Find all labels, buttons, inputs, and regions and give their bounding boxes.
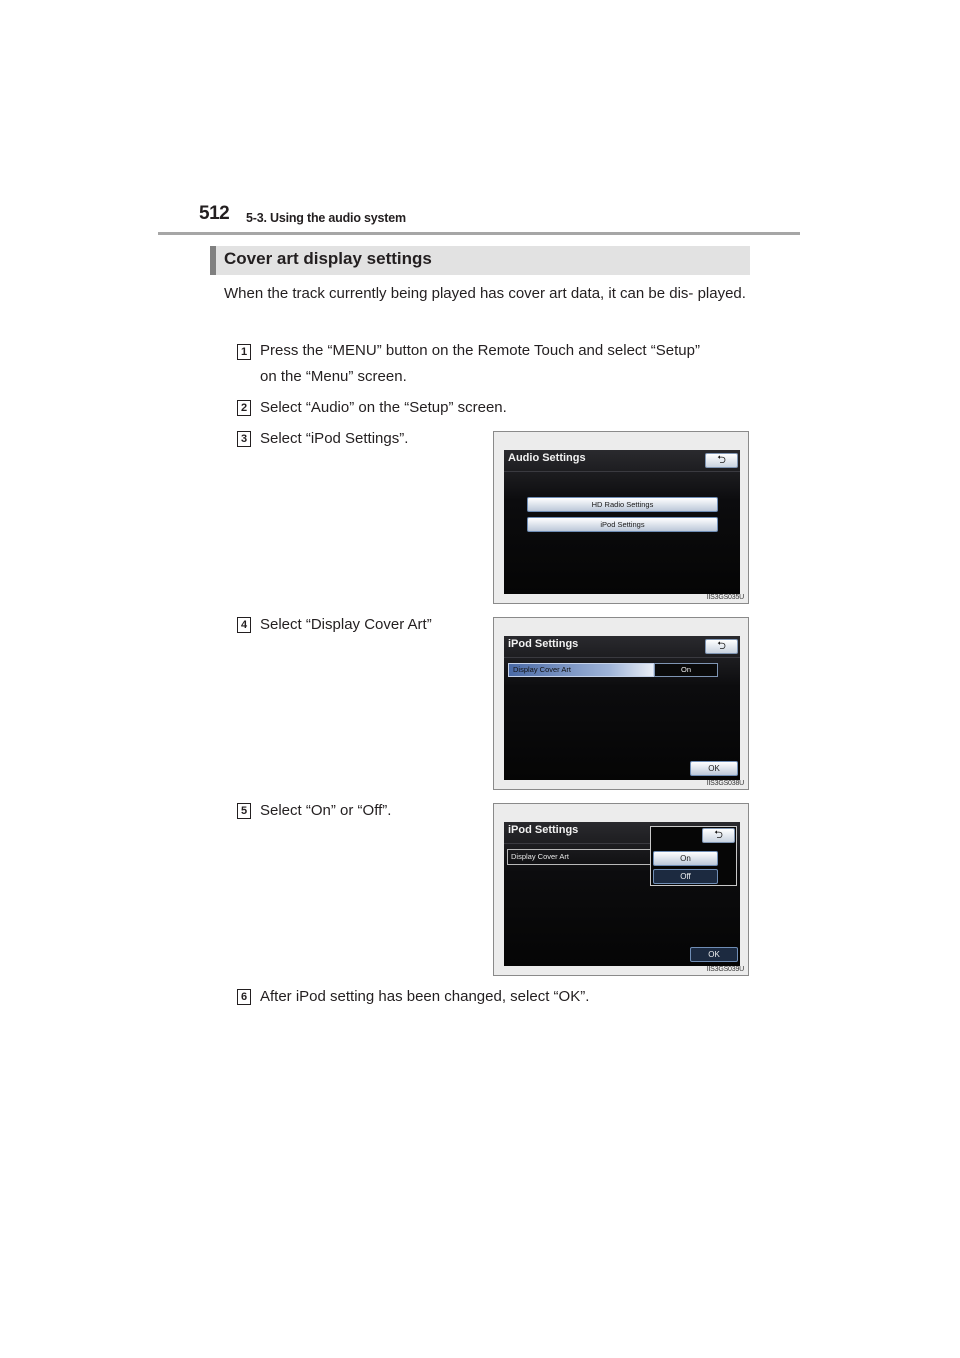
header-rule (158, 232, 800, 235)
step-number-5: 5 (237, 803, 251, 819)
on-off-popup (650, 826, 737, 886)
screen-title: iPod Settings (508, 638, 579, 650)
step-text-4: Select “Display Cover Art” (260, 616, 432, 633)
back-arrow-icon: ⮌ (717, 640, 726, 652)
back-button[interactable] (705, 639, 738, 654)
display-cover-art-value: On (654, 663, 718, 677)
step-text-1-line-2: on the “Menu” screen. (260, 368, 407, 385)
ipod-settings-screenshot-1 (493, 617, 749, 790)
on-option-button[interactable]: On (653, 851, 718, 866)
step-number-4: 4 (237, 617, 251, 633)
title-divider (504, 657, 740, 658)
step-number-3: 3 (237, 431, 251, 447)
ipod-settings-screen-options (504, 822, 740, 966)
intro-paragraph: When the track currently being played has cover art data, it can be dis- played. (224, 285, 746, 302)
step-text-3: Select “iPod Settings”. (260, 430, 409, 447)
back-button[interactable] (705, 453, 738, 468)
hd-radio-settings-button[interactable]: HD Radio Settings (527, 497, 718, 512)
ok-button[interactable]: OK (690, 947, 738, 962)
audio-settings-screen (504, 450, 740, 594)
back-arrow-icon: ⮌ (714, 829, 723, 841)
back-button[interactable] (702, 828, 735, 843)
step-number-6: 6 (237, 989, 251, 1005)
image-code: IIS3GS039U (706, 966, 744, 973)
chapter-title: 5-3. Using the audio system (246, 211, 406, 225)
section-accent-bar (210, 246, 216, 275)
ipod-settings-screen (504, 636, 740, 780)
step-text-2: Select “Audio” on the “Setup” screen. (260, 399, 507, 416)
screen-title: Audio Settings (508, 452, 586, 464)
title-divider (504, 471, 740, 472)
step-number-2: 2 (237, 400, 251, 416)
ipod-settings-button[interactable]: iPod Settings (527, 517, 718, 532)
section-heading (210, 246, 750, 275)
step-text-5: Select “On” or “Off”. (260, 802, 392, 819)
section-title: Cover art display settings (224, 249, 432, 268)
display-cover-art-row[interactable]: Display Cover Art (508, 663, 654, 677)
step-text-1-line-1: Press the “MENU” button on the Remote Touch and select “Setup” (260, 342, 700, 359)
display-cover-art-row[interactable]: Display Cover Art (507, 849, 650, 865)
ipod-settings-screenshot-2 (493, 803, 749, 976)
step-text-6: After iPod setting has been changed, select “OK”. (260, 988, 590, 1005)
off-option-button[interactable]: Off (653, 869, 718, 884)
image-code: IIS3GS038U (706, 780, 744, 787)
image-code: IIS3GS035U (706, 594, 744, 601)
step-number-1: 1 (237, 344, 251, 360)
audio-settings-screenshot (493, 431, 749, 604)
screen-title: iPod Settings (508, 824, 579, 836)
back-arrow-icon: ⮌ (717, 454, 726, 466)
page-number: 512 (199, 203, 230, 224)
title-divider (504, 843, 650, 844)
ok-button[interactable]: OK (690, 761, 738, 776)
